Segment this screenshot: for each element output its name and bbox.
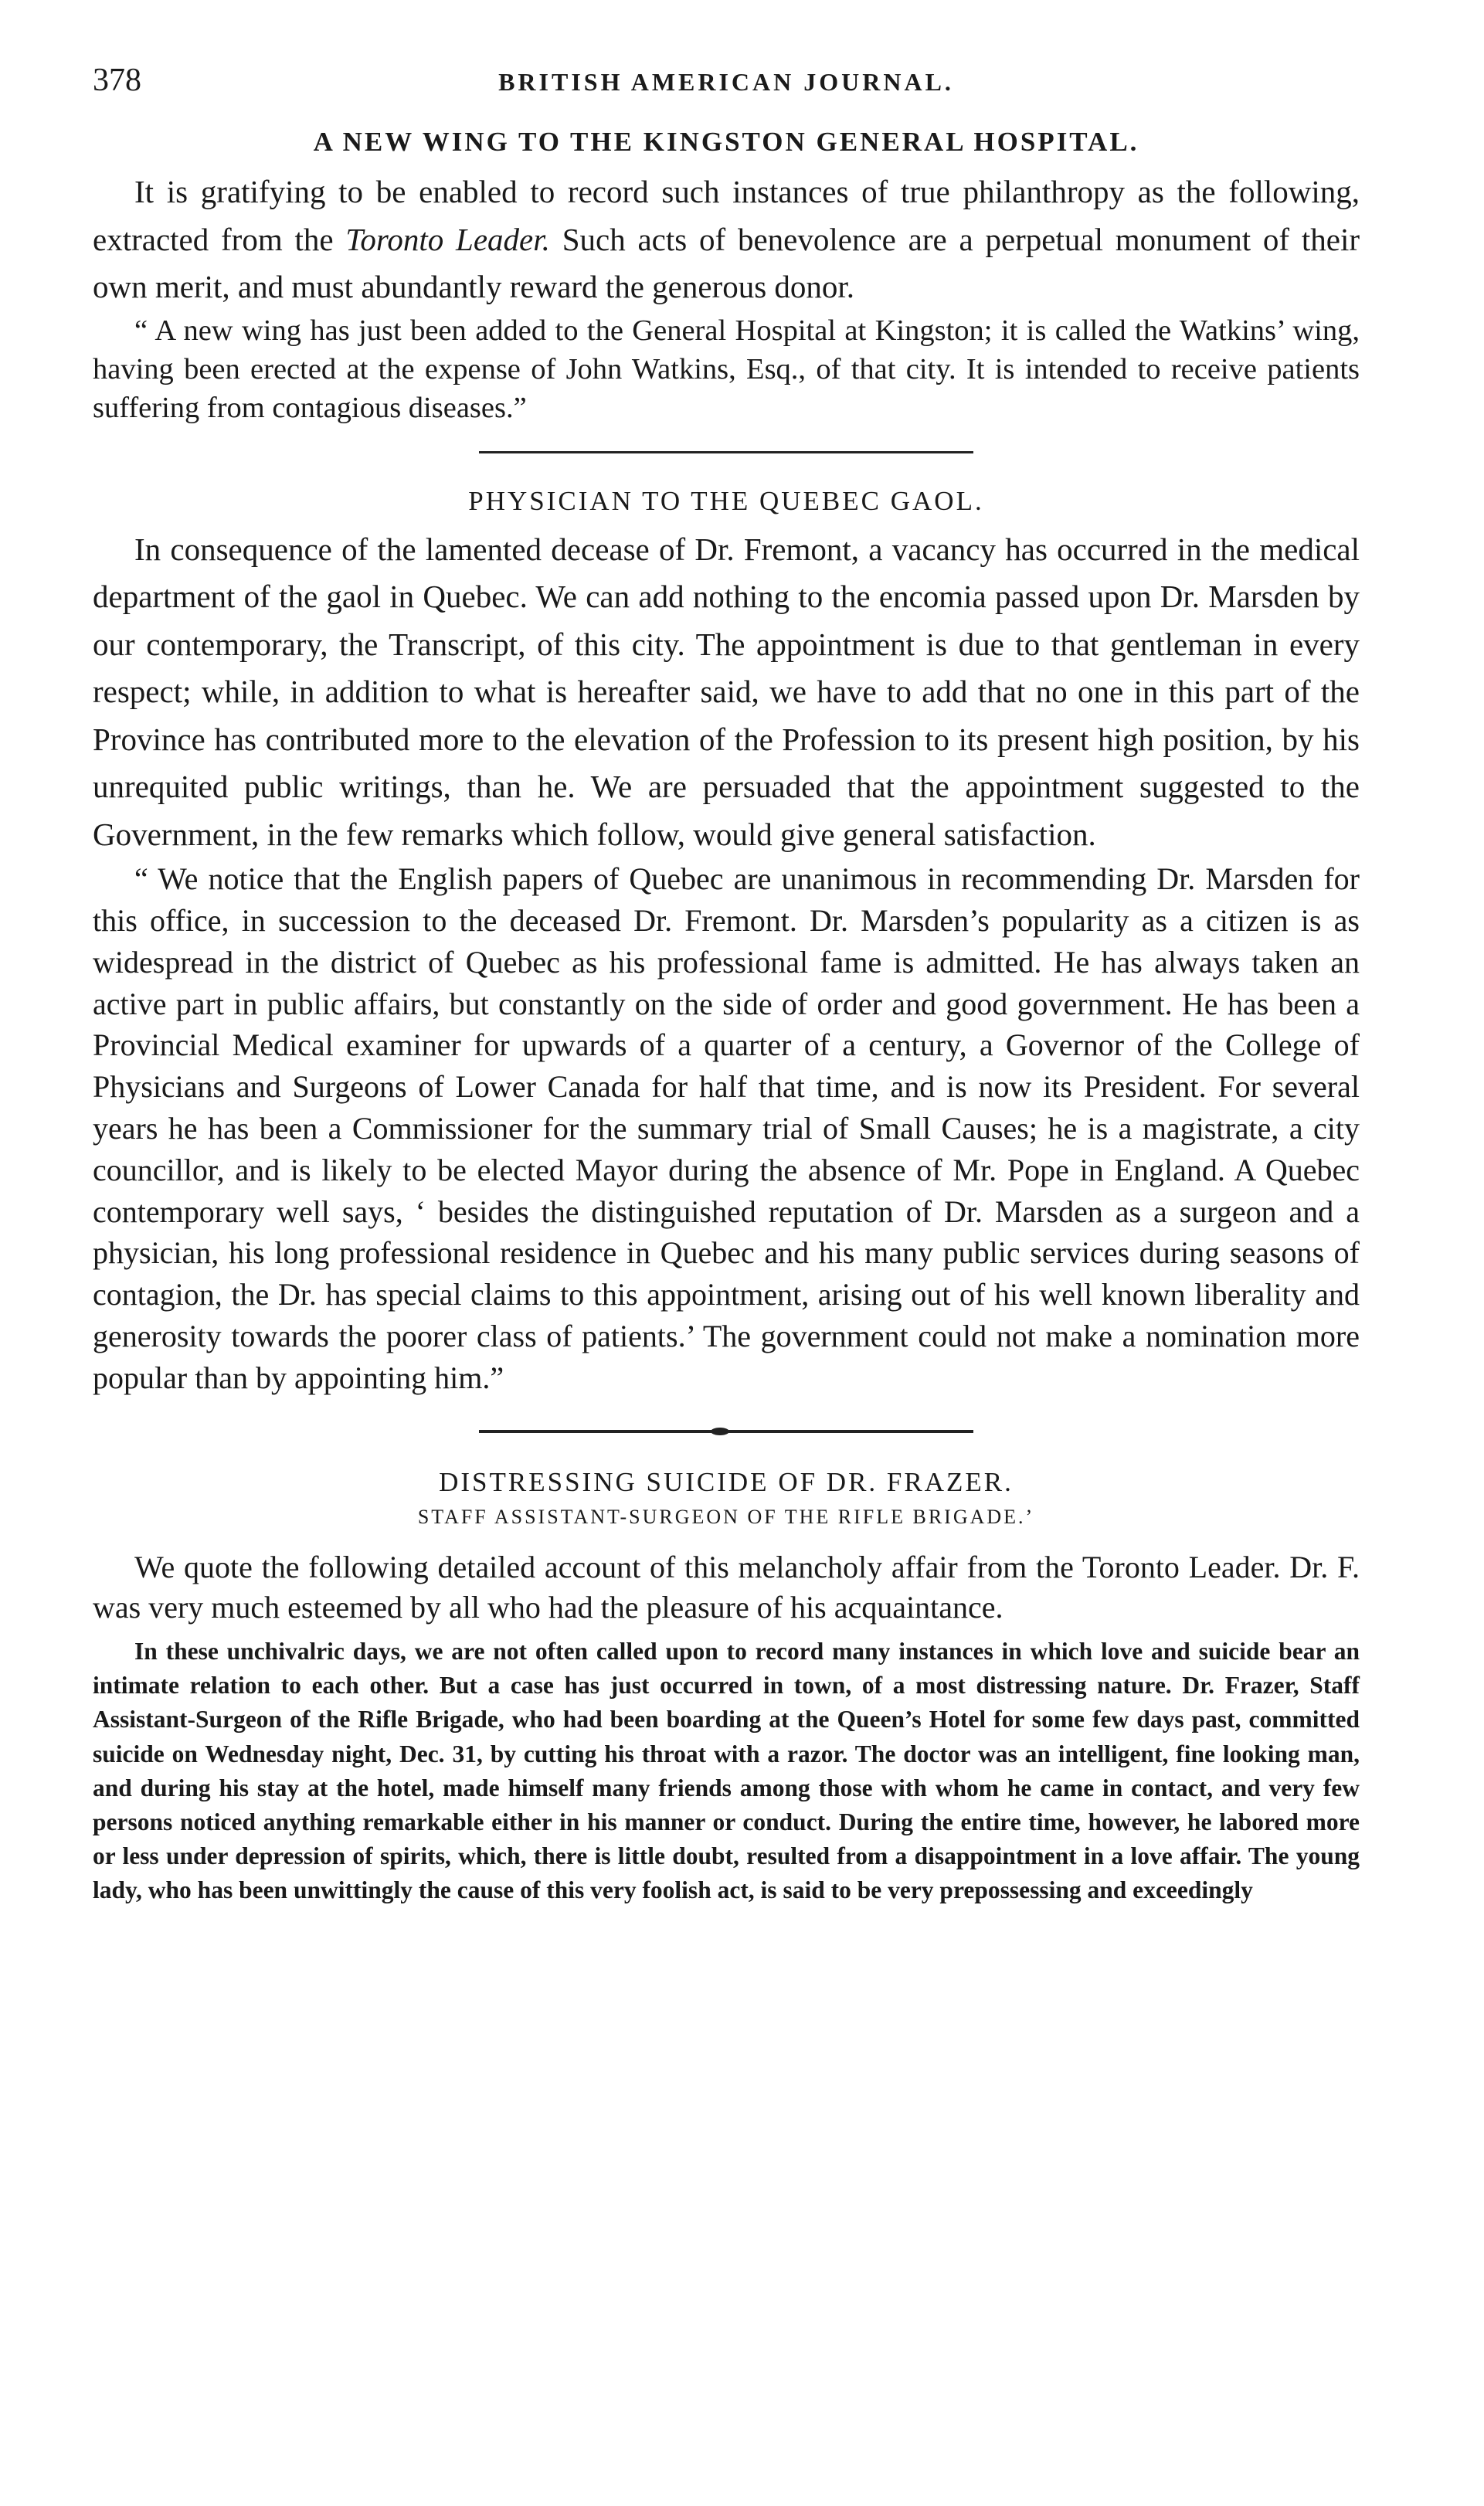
article-heading: DISTRESSING SUICIDE OF DR. FRAZER. xyxy=(439,1466,1014,1497)
article-kingston-hospital xyxy=(93,127,1360,428)
article-intro: We quote the following detailed account of this melancholy affair from the Toronto Leader. Dr. F. was very much esteemed by all who had the pleasure of his acquaintance. xyxy=(93,1549,1360,1625)
journal-page xyxy=(93,62,1360,1907)
intro-text: It is gratifying to be enabled to record such instances of true philanthropy as the following, extracted from the xyxy=(93,174,1360,257)
article-quebec-gaol xyxy=(93,486,1360,1399)
page-number: 378 xyxy=(93,63,141,98)
intro-text-continued: Such acts of benevolence are a perpetual monument of their own merit, and must abundantly reward the generous donor. xyxy=(93,221,1360,304)
article-intro: In consequence of the lamented decease of Dr. Fremont, a vacancy has occurred in the medical department of the gaol in Quebec. We can add nothing to the encomia passed upon Dr. Marsden by our contemporary, the Transcript, of this city. The appointment is due to that gentleman in every respect; while, in addition to what is hereafter said, we have to add that no one in this part of the Province has contributed more to the elevation of the Profession to its present high position, by his unrequited public writings, than he. We are persuaded that the appointment suggested to the Government, in the few remarks which follow, would give general satisfaction. xyxy=(93,531,1360,852)
article-subheading: STAFF ASSISTANT-SURGEON OF THE RIFLE BRIGADE.’ xyxy=(417,1505,1035,1528)
article-quote: “ We notice that the English papers of Quebec are unanimous in recommending Dr. Marsden for this office, in succession to the deceased Dr. Fremont. Dr. Marsden’s popularity as a citizen is as widespread in the district of Quebec as his professional fame is admitted. He has always taken an active part in public affairs, but constantly on the side of order and good government. He has been a Provincial Medical examiner for upwards of a quarter of a century, a Governor of the College of Physicians and Surgeons of Lower Canada for half that time, and is now its President. For several years he has been a Commissioner for the summary trial of Small Causes; he is a magistrate, a city councillor, and is likely to be elected Mayor during the absence of Mr. Pope in England. A Quebec contemporary well says, ‘ besides the distinguished reputation of Dr. Marsden as a surgeon and a physician, his long professional residence in Quebec and his many public services during seasons of contagion, the Dr. has special claims to this appointment, arising out of his well known liberality and generosity towards the poorer class of patients.’ The government could not make a nomination more popular than by appointing him.” xyxy=(93,861,1360,1395)
article-frazer-suicide xyxy=(93,1467,1360,1907)
article-quote: “ A new wing has just been added to the General Hospital at Kingston; it is called the Watkins’ wing, having been erected at the expense of John Watkins, Esq., of that city. It is intended to receive patients suffering from contagious diseases.” xyxy=(93,314,1360,425)
article-heading: A NEW WING TO THE KINGSTON GENERAL HOSPITAL. xyxy=(313,127,1139,157)
running-head xyxy=(93,62,1360,116)
section-divider xyxy=(479,1430,973,1433)
source-title: Toronto Leader. xyxy=(345,221,550,257)
article-body: In these unchivalric days, we are not often called upon to record many instances in which love and suicide bear an intimate relation to each other. But a case has just occurred in town, of a most distressing nature. Dr. Frazer, Staff Assistant-Surgeon of the Rifle Brigade, who had been boarding at the Queen’s Hotel for some few days past, committed suicide on Wednesday night, Dec. 31, by cutting his throat with a razor. The doctor was an intelligent, fine looking man, and during his stay at the hotel, made himself many friends among those with whom he came in contact, and very few persons noticed anything remarkable either in his manner or conduct. During the entire time, however, he labored more or less under depression of spirits, which, there is little doubt, resulted from a disappointment in a love affair. The young lady, who has been unwittingly the cause of this very foolish act, is said to be very prepossessing and exceedingly xyxy=(93,1638,1360,1903)
divider-ornament xyxy=(711,1428,729,1435)
article-heading: PHYSICIAN TO THE QUEBEC GAOL. xyxy=(468,485,984,516)
journal-title: BRITISH AMERICAN JOURNAL. xyxy=(498,68,954,96)
article-intro xyxy=(93,168,1360,311)
